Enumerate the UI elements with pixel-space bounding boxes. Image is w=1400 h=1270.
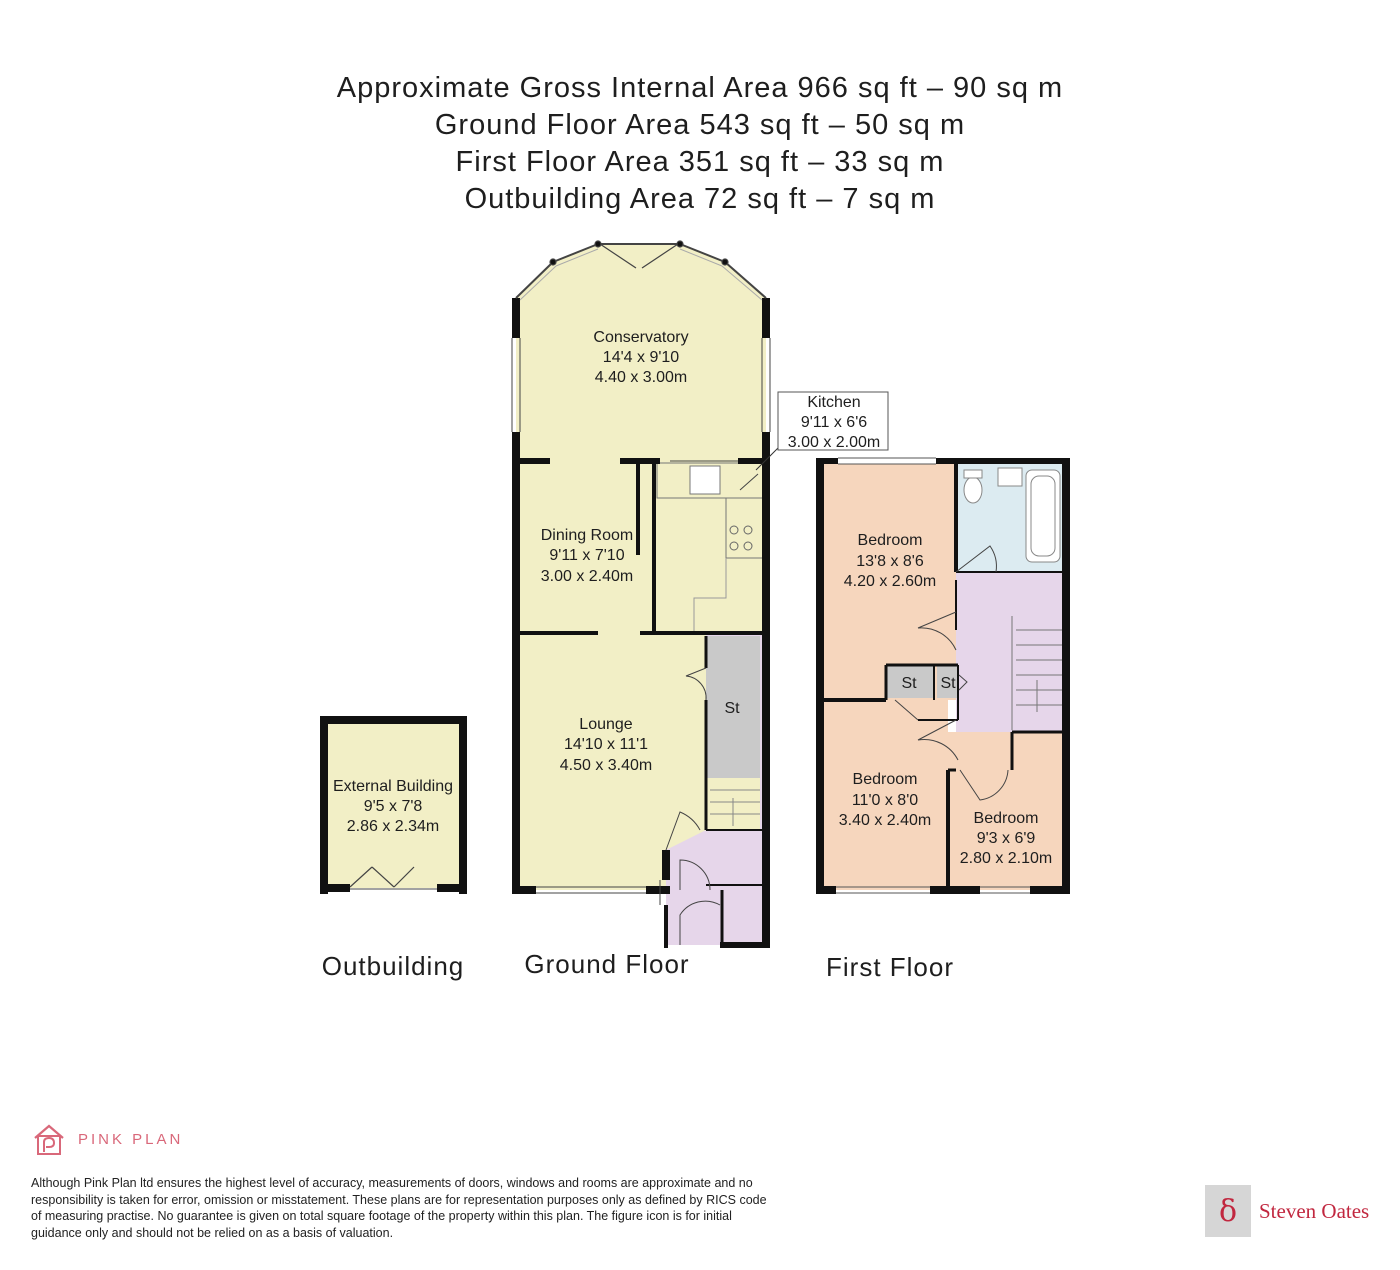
room-name: Conservatory — [593, 329, 689, 346]
room-name: Kitchen — [807, 394, 861, 411]
room-metric: 2.80 x 2.10m — [959, 850, 1053, 867]
room-imperial: 14'10 x 11'1 — [563, 736, 649, 753]
room-imperial: 9'5 x 7'8 — [363, 798, 423, 815]
room-imperial: 14'4 x 9'10 — [602, 349, 680, 366]
room-metric: 3.00 x 2.00m — [787, 434, 881, 451]
first-floor-area-heading: First Floor Area 351 sq ft – 33 sq m — [455, 146, 945, 178]
first-store-a-label: St — [901, 675, 917, 692]
room-metric: 3.40 x 2.40m — [838, 812, 932, 829]
ground-floor-plan — [512, 241, 770, 948]
dining-room — [516, 460, 654, 632]
room-imperial: 13'8 x 8'6 — [856, 553, 924, 570]
bedroom-2-label — [839, 771, 932, 829]
gross-area-heading: Approximate Gross Internal Area 966 sq ft – 90 sq m — [336, 72, 1064, 104]
first-store-b-label: St — [940, 675, 956, 692]
room-metric: 3.00 x 2.40m — [540, 568, 634, 585]
conservatory-label — [593, 329, 688, 386]
basin-icon — [998, 468, 1022, 486]
room-metric: 4.50 x 3.40m — [559, 757, 653, 774]
room-name: Dining Room — [540, 527, 634, 544]
first-floor-label: First Floor — [826, 952, 954, 982]
room-name: Bedroom — [857, 532, 923, 549]
kitchen-sink-icon — [690, 466, 720, 494]
agent-brand — [1205, 1185, 1369, 1237]
room-imperial: 11'0 x 8'0 — [851, 792, 919, 809]
pink-plan-brand-name: PINK PLAN — [78, 1130, 184, 1148]
pink-plan-logo-icon — [32, 1122, 66, 1156]
disclaimer-text: Although Pink Plan ltd ensures the highest level of accuracy, measurements of doors, windows and rooms are approximate and no responsibility is taken for error, omission or misstatement. These plans are for representation purposes only as defined by RICS code of measuring practise. No guarantee is given on total square footage of the property within this plan. The figure icon is for initial guidance only and should not be relied on as a basis of valuation. — [31, 1176, 767, 1240]
outbuilding-floor-label: Outbuilding — [321, 951, 465, 981]
room-name: Lounge — [579, 716, 633, 733]
ground-store-label: St — [724, 700, 740, 717]
ground-floor-label: Ground Floor — [524, 949, 690, 979]
first-stairs — [1012, 616, 1062, 730]
room-name: External Building — [332, 778, 454, 795]
room-name: Bedroom — [973, 810, 1039, 827]
room-metric: 4.40 x 3.00m — [594, 369, 688, 386]
room-metric: 4.20 x 2.60m — [843, 573, 937, 590]
agent-logo-icon: δ — [1205, 1185, 1251, 1237]
pink-plan-brand — [32, 1122, 183, 1156]
room-metric: 2.86 x 2.34m — [346, 818, 440, 835]
bedroom-3-top — [1012, 732, 1066, 770]
room-imperial: 9'11 x 6'6 — [800, 414, 868, 431]
ground-floor-area-heading: Ground Floor Area 543 sq ft – 50 sq m — [434, 109, 966, 141]
agent-name: Steven Oates — [1259, 1198, 1370, 1223]
dining-room-label — [541, 527, 634, 585]
room-imperial: 9'11 x 7'10 — [549, 547, 625, 564]
room-name: Bedroom — [852, 771, 918, 788]
toilet-icon — [964, 477, 982, 503]
outbuilding-area-heading: Outbuilding Area 72 sq ft – 7 sq m — [464, 183, 936, 215]
room-imperial: 9'3 x 6'9 — [976, 830, 1036, 847]
bedroom-1-label — [844, 532, 937, 590]
